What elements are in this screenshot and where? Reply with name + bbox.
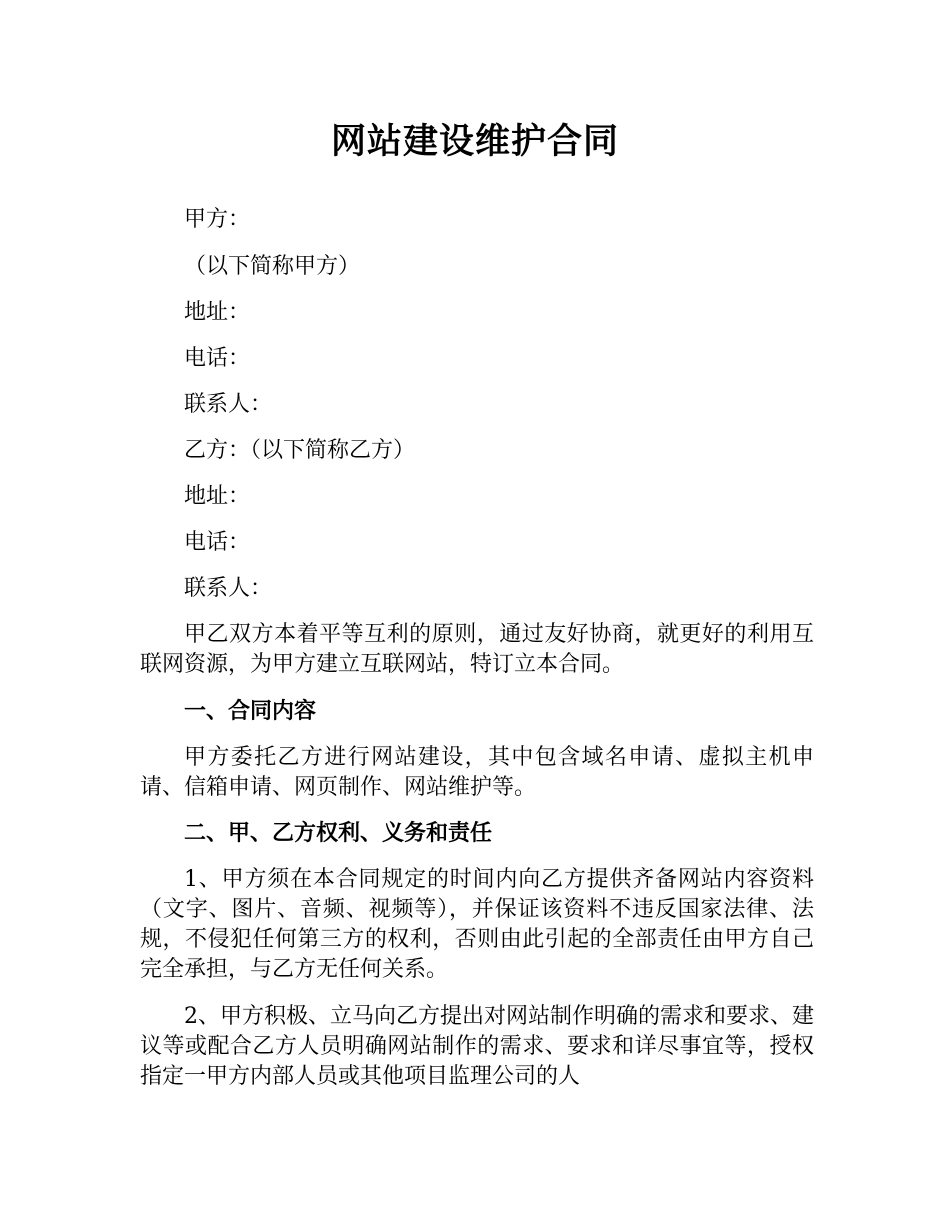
- party-b-label: 乙方：（以下简称乙方）: [184, 438, 416, 463]
- party-a-label: 甲方：: [184, 207, 251, 232]
- party-a-note: （以下简称甲方）: [184, 254, 361, 279]
- party-a-contact-label: 联系人：: [184, 392, 273, 417]
- party-b-address-label: 地址：: [184, 484, 251, 509]
- party-b-contact-label: 联系人：: [184, 576, 273, 601]
- section-2-heading: 二、甲、乙方权利、义务和责任: [184, 821, 493, 846]
- document-title: 网站建设维护合同: [330, 122, 619, 162]
- party-b-phone-label: 电话：: [184, 530, 251, 555]
- section-2-clause-1: 1、甲方须在本合同规定的时间内向乙方提供齐备网站内容资料（文字、图片、音频、视频等），并保证该资料不违反国家法律、法规，不侵犯任何第三方的权利，否则由此引起的全部责任由甲方自己完全承担，与乙方无任何关系。: [140, 867, 814, 982]
- section-2-clause-2: 2、甲方积极、立马向乙方提出对网站制作明确的需求和要求、建议等或配合乙方人员明确网站制作的需求、要求和详尽事宜等，授权指定一甲方内部人员或其他项目监理公司的人: [140, 1004, 814, 1089]
- party-a-address-label: 地址：: [184, 300, 251, 325]
- section-1-heading: 一、合同内容: [184, 699, 317, 724]
- intro-paragraph: 甲乙双方本着平等互利的原则，通过友好协商，就更好的利用互联网资源，为甲方建立互联网站，特订立本合同。: [140, 622, 814, 677]
- section-1-body: 甲方委托乙方进行网站建设，其中包含域名申请、虚拟主机申请、信箱申请、网页制作、网站维护等。: [140, 745, 814, 800]
- party-a-phone-label: 电话：: [184, 346, 251, 371]
